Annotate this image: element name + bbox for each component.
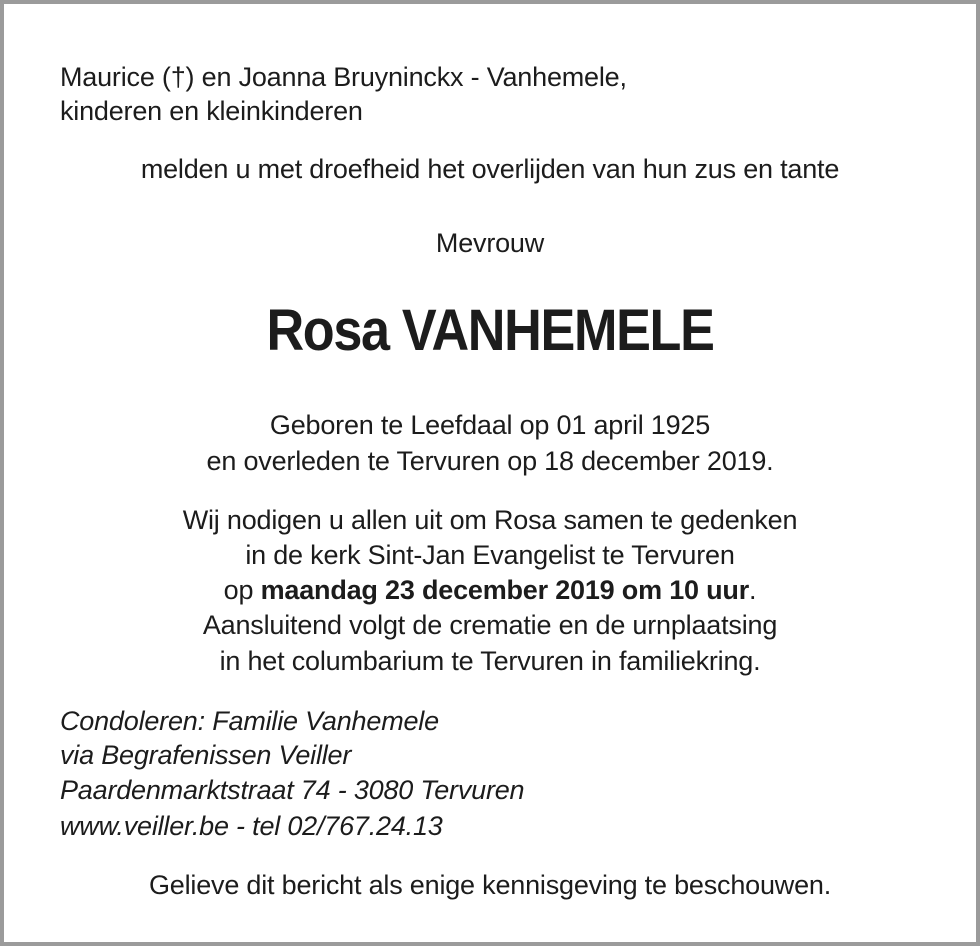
deceased-name: Rosa VANHEMELE: [266, 298, 714, 363]
service-line-1: Wij nodigen u allen uit om Rosa samen te gedenken: [182, 505, 798, 535]
service-line-3: [4, 573, 976, 607]
death-line: en overleden te Tervuren op 18 december 2019.: [206, 446, 774, 476]
announcers-line-1: Maurice (†) en Joanna Bruyninckx - Vanhemele,: [60, 62, 627, 92]
announcers-line-2: kinderen en kleinkinderen: [60, 96, 363, 126]
condolences-address: Paardenmarktstraat 74 - 3080 Tervuren: [60, 775, 525, 805]
service-line-2: in de kerk Sint-Jan Evangelist te Tervuren: [245, 540, 735, 570]
honorific-title: Mevrouw: [435, 228, 545, 258]
birth-line: Geboren te Leefdaal op 01 april 1925: [269, 410, 711, 440]
service-date: maandag 23 december 2019 om 10 uur: [260, 575, 750, 605]
service-line-3-prefix: op: [223, 575, 261, 605]
announcement-text: melden u met droefheid het overlijden van hun zus en tante: [140, 154, 840, 184]
service-line-5: in het columbarium te Tervuren in familiekring.: [219, 646, 761, 676]
condolences-line-1: Condoleren: Familie Vanhemele: [60, 706, 439, 736]
condolences-contact: www.veiller.be - tel 02/767.24.13: [60, 811, 443, 841]
condolences-line-2: via Begrafenissen Veiller: [60, 740, 352, 770]
notice-text: Gelieve dit bericht als enige kennisgeving te beschouwen.: [148, 870, 832, 900]
service-line-4: Aansluitend volgt de crematie en de urnplaatsing: [202, 610, 778, 640]
service-line-3-suffix: .: [749, 575, 757, 605]
